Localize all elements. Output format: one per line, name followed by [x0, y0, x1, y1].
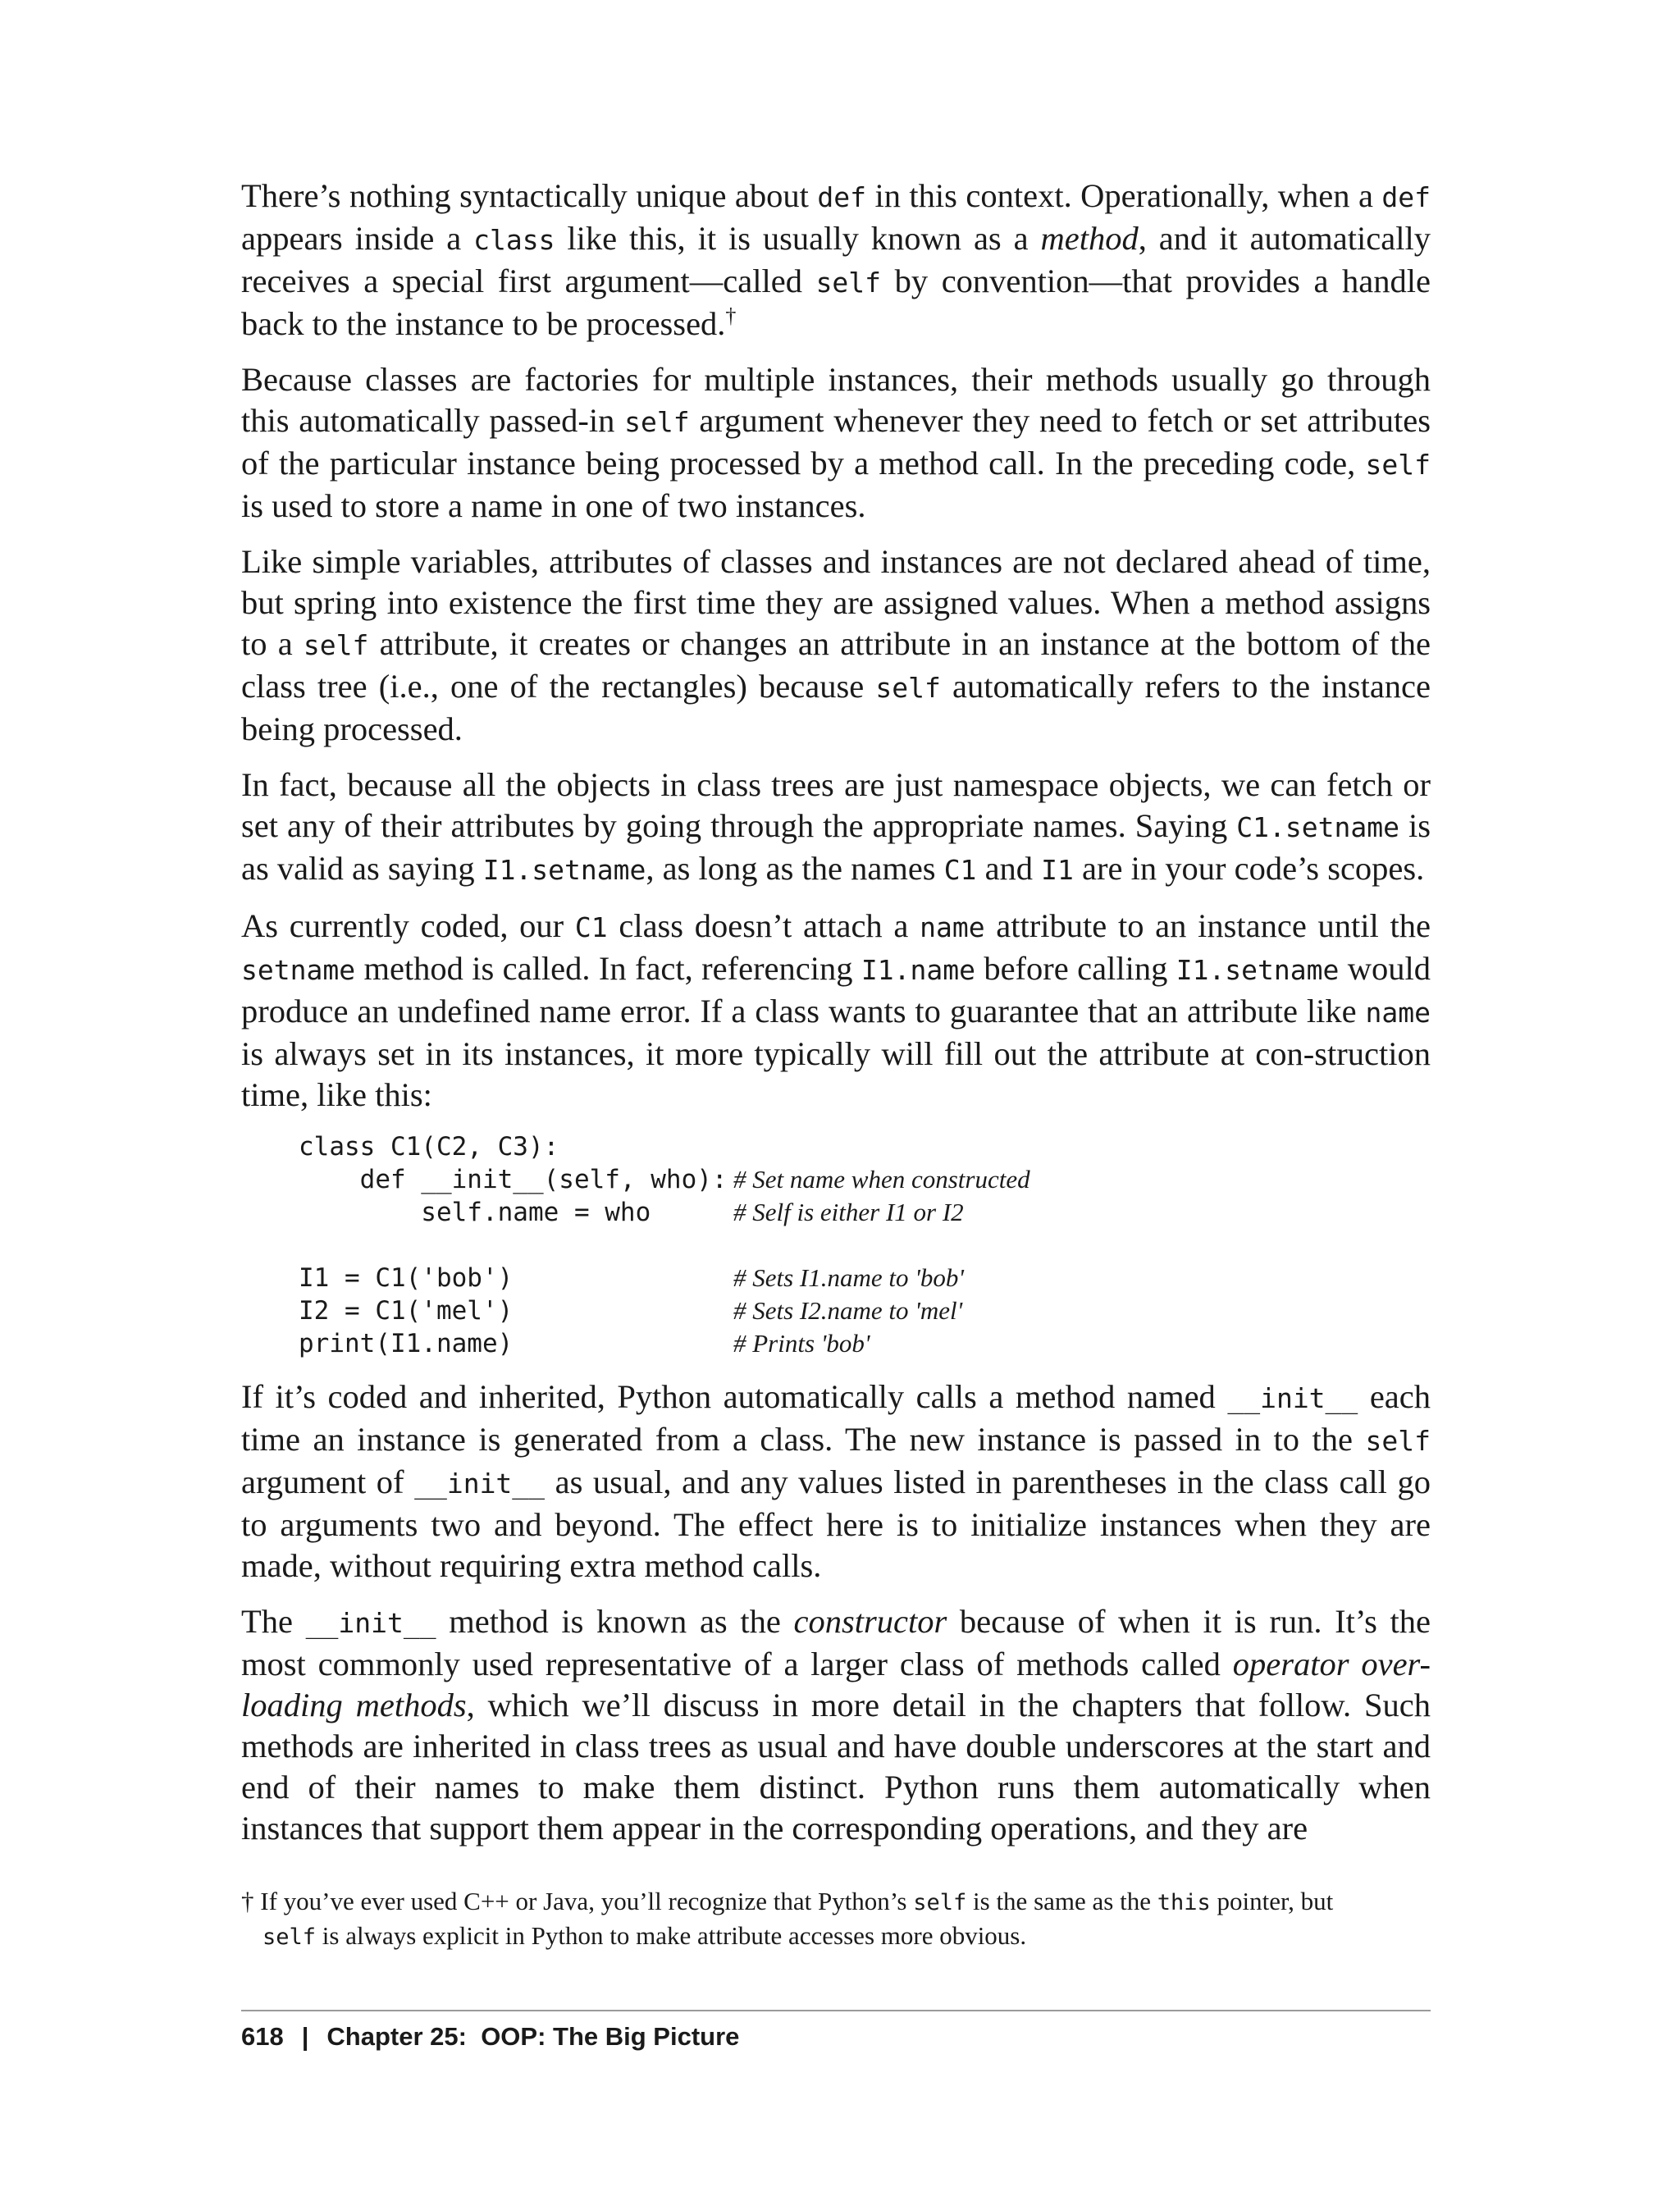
inline-code: self: [262, 1924, 317, 1950]
inline-code: __init__: [305, 1607, 436, 1639]
code-line: [299, 1163, 1431, 1196]
inline-code: self: [815, 267, 882, 299]
text-run: is the same as the: [966, 1887, 1157, 1915]
text-run: argument of: [241, 1463, 415, 1500]
inline-code: def: [1381, 181, 1431, 213]
text-run: There’s nothing syntactically unique about: [241, 177, 818, 214]
text-run: Like simple variables, attributes of classes and instances are not declared ahead of time, but spring into existence the first time they are assigned values. When a method assigns to a: [241, 543, 1431, 662]
text-run: appears inside a: [241, 220, 474, 257]
code-line: [299, 1130, 1431, 1163]
inline-code: I1.setname: [1176, 954, 1340, 986]
text-run: is used to store a name in one of two instances.: [241, 487, 866, 524]
text-run: by convention—that provides a handle back to the instance to be processed.: [241, 262, 1431, 342]
text-run: As currently coded, our: [241, 907, 575, 944]
page-footer: [241, 2016, 739, 2057]
code-text: print(I1.name): [299, 1329, 514, 1358]
paragraph-7: [241, 1601, 1431, 1849]
paragraph-2: [241, 359, 1431, 527]
code-line: [299, 1262, 1431, 1294]
inline-code: I1.setname: [482, 854, 646, 886]
text-run: , which we’ll discuss in more detail in the chapters that follow. Such methods are inherited in class trees as usual and have double underscores at the start and end of their names to make them distinct. Python runs them automatically when instances that support them appear in the corresponding operations, and they are: [241, 1687, 1431, 1847]
emphasis-text: method: [1040, 220, 1139, 257]
text-run: argument whenever they need to fetch or set attributes of the particular instance being processed by a method call. In the preceding code,: [241, 402, 1431, 482]
text-run: The: [241, 1603, 306, 1640]
text-run: In fact, because all the objects in class trees are just namespace objects, we can fetch or set any of their attributes by going through the appropriate names. Saying: [241, 766, 1431, 844]
code-comment: # Sets I2.name to 'mel': [733, 1296, 963, 1325]
text-run: like this, it is usually known as a: [555, 220, 1041, 257]
paragraph-4: [241, 765, 1431, 891]
inline-code: __init__: [414, 1468, 546, 1500]
paragraph-3: [241, 541, 1431, 750]
inline-code: I1.name: [861, 954, 975, 986]
text-run: are in your code’s scopes.: [1073, 850, 1425, 887]
inline-code: setname: [241, 954, 356, 986]
code-line: [299, 1294, 1431, 1327]
inline-code: C1: [943, 854, 977, 886]
text-run: attribute, it creates or changes an attribute in an instance at the bottom of the class tree (i.e., one of the rectangles) because: [241, 625, 1431, 705]
code-text: def __init__(self, who):: [299, 1165, 728, 1194]
inline-code: def: [817, 181, 866, 213]
footer-divider: [241, 2010, 1431, 2011]
code-block: [299, 1130, 1431, 1362]
inline-code: self: [913, 1890, 967, 1915]
text-run: , as long as the names: [646, 850, 944, 887]
code-text: I2 = C1('mel'): [299, 1296, 514, 1326]
inline-code: class: [473, 224, 555, 256]
code-line: [299, 1196, 1431, 1229]
inline-code: self: [624, 406, 690, 438]
text-run: is always set in its instances, it more typically will fill out the attribute at con-struction time, like this:: [241, 1035, 1431, 1113]
inline-code: C1.setname: [1236, 811, 1399, 843]
text-run: each time an instance is generated from a class. The new instance is passed in to the: [241, 1378, 1431, 1458]
code-text: class C1(C2, C3):: [299, 1132, 559, 1162]
text-run: attribute to an instance until the: [984, 907, 1431, 944]
footnote: [241, 1885, 1431, 1954]
footnote-indent: [241, 1921, 1026, 1950]
chapter-title: Chapter 25: OOP: The Big Picture: [326, 2022, 740, 2051]
inline-code: C1: [574, 911, 608, 943]
page-number: 618: [241, 2022, 284, 2051]
text-run: method is known as the: [436, 1603, 794, 1640]
emphasis-text: constructor: [793, 1603, 947, 1640]
text-run: , and it automatically receives a special first argument—called: [241, 220, 1431, 299]
inline-code: self: [1365, 449, 1431, 481]
text-run: If you’ve ever used C++ or Java, you’ll recognize that Python’s: [253, 1887, 914, 1915]
text-run: Because classes are factories for multiple instances, their methods usually go through this automatically passed-in: [241, 361, 1431, 439]
text-run: is as valid as saying: [241, 807, 1431, 887]
text-run: class doesn’t attach a: [607, 907, 920, 944]
inline-code: name: [920, 911, 985, 943]
text-run: method is called. In fact, referencing: [355, 950, 861, 987]
inline-code: name: [1365, 997, 1431, 1029]
paragraph-1: [241, 176, 1431, 345]
code-text: self.name = who: [299, 1198, 651, 1227]
inline-code: this: [1157, 1890, 1211, 1915]
footnote-marker[interactable]: †: [725, 304, 737, 328]
text-run: If it’s coded and inherited, Python automatically calls a method named: [241, 1378, 1228, 1415]
code-comment: # Prints 'bob': [733, 1329, 870, 1358]
paragraph-6: [241, 1376, 1431, 1586]
text-run: would produce an undefined name error. If a class wants to guarantee that an attribute like: [241, 950, 1431, 1029]
code-comment: # Set name when constructed: [733, 1165, 1030, 1194]
text-run: in this context. Operationally, when a: [865, 177, 1382, 214]
text-run: and: [976, 850, 1042, 887]
paragraph-5: [241, 906, 1431, 1116]
inline-code: self: [1365, 1425, 1431, 1457]
text-run: because of when it is run. It’s the most commonly used representative of a larger class of methods called: [241, 1603, 1431, 1682]
text-run: pointer, but: [1210, 1887, 1334, 1915]
code-text: I1 = C1('bob'): [299, 1263, 514, 1293]
text-run: automatically refers to the instance being processed.: [241, 668, 1431, 747]
inline-code: self: [303, 629, 369, 661]
text-run: as usual, and any values listed in parentheses in the class call go to arguments two and beyond. The effect here is to initialize instances when they are made, without requiring extra method calls.: [241, 1463, 1431, 1584]
code-line: [299, 1327, 1431, 1360]
emphasis-text: operator over-loading methods: [241, 1646, 1431, 1723]
inline-code: self: [875, 672, 941, 704]
text-run: before calling: [975, 950, 1176, 987]
footnote-mark: †: [241, 1887, 254, 1915]
inline-code: I1: [1041, 854, 1074, 886]
text-run: is always explicit in Python to make attribute accesses more obvious.: [316, 1921, 1027, 1950]
footer-separator: |: [301, 2022, 309, 2051]
body-text: [241, 176, 1431, 1864]
code-comment: # Self is either I1 or I2: [733, 1198, 964, 1226]
code-comment: # Sets I1.name to 'bob': [733, 1263, 965, 1292]
inline-code: __init__: [1227, 1382, 1358, 1414]
